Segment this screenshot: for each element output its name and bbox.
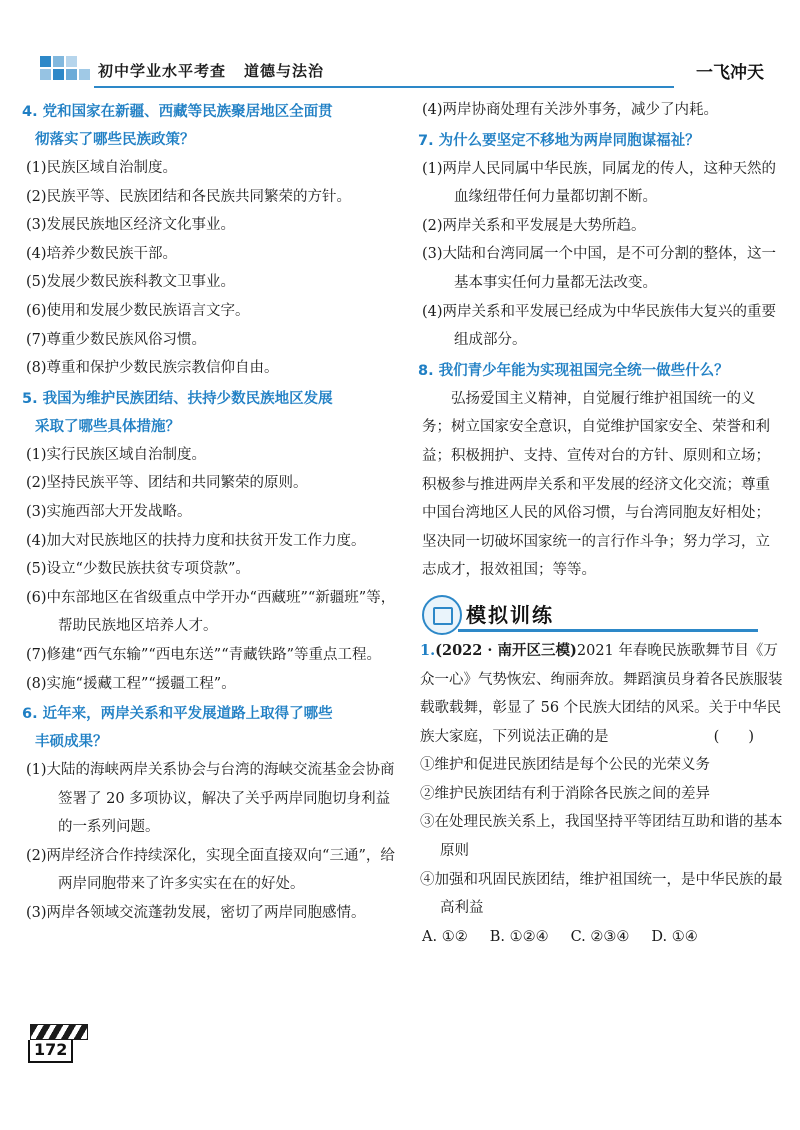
- question-title: 8. 我们青少年能为实现祖国完全统一做些什么？: [418, 362, 729, 379]
- answer-item-continued: (4)两岸协商处理有关涉外事务，减少了内耗。: [422, 102, 719, 118]
- answer-item: (1)两岸人民同属中华民族，同属龙的传人，这种天然的血缘纽带任何力量都切割不断。: [422, 160, 777, 206]
- question-text: 2021 年春晚民族歌舞节目《万众一心》气势恢宏、绚丽奔放。舞蹈演员身着各民族服装载歌载舞，彰显了 56 个民族大团结的风采。关于中华民族大家庭，下列说法正确的是: [420, 642, 783, 745]
- answer-item: (6)使用和发展少数民族语言文字。: [26, 302, 250, 319]
- answer-item: (3)发展民族地区经济文化事业。: [26, 217, 236, 234]
- section-rule: [458, 629, 758, 632]
- answer-item: (8)尊重和保护少数民族宗教信仰自由。: [26, 360, 279, 377]
- page-number: 172: [28, 1040, 73, 1063]
- answer-item: (4)加大对民族地区的扶持力度和扶贫开发工作力度。: [26, 532, 366, 549]
- statement-option: ①维护和促进民族团结是每个公民的光荣义务: [420, 757, 710, 774]
- answer-item: (5)设立“少数民族扶贫专项贷款”。: [26, 561, 250, 578]
- answer-item: (5)发展少数民族科教文卫事业。: [26, 274, 236, 291]
- right-column: [418, 96, 784, 951]
- answer-item: (4)培养少数民族干部。: [26, 245, 178, 262]
- section-heading: [418, 593, 784, 637]
- question-8: [418, 357, 784, 585]
- left-column: [22, 96, 398, 928]
- answer-item: (1)实行民族区域自治制度。: [26, 446, 207, 463]
- answer-item: (1)大陆的海峡两岸关系协会与台湾的海峡交流基金会协商签署了 20 多项协议，解决了关乎两岸同胞切身利益的一系列问题。: [26, 762, 395, 836]
- answer-item: (8)实施“援藏工程”“援疆工程”。: [26, 675, 236, 692]
- multiple-choice-question: [418, 637, 784, 952]
- choice-b: B. ①②④: [489, 928, 549, 945]
- question-4: [22, 98, 398, 383]
- answer-item: (2)坚持民族平等、团结和共同繁荣的原则。: [26, 475, 308, 492]
- header-title: 初中学业水平考查 道德与法治: [98, 62, 325, 80]
- question-5: [22, 385, 398, 698]
- question-title: 7. 为什么要坚定不移地为两岸同胞谋福祉？: [418, 132, 700, 149]
- answer-item: (3)实施西部大开发战略。: [26, 503, 192, 520]
- answer-item: (6)中东部地区在省级重点中学开办“西藏班”“新疆班”等，帮助民族地区培养人才。: [26, 589, 396, 635]
- header-subject: 道德与法治: [244, 62, 325, 80]
- answer-choices: [418, 923, 784, 952]
- section-title: 模拟训练: [466, 602, 554, 627]
- practice-section-icon: [422, 595, 462, 635]
- question-number: 1.: [420, 641, 436, 659]
- answer-item: (2)两岸经济合作持续深化，实现全面直接双向“三通”，给两岸同胞带来了许多实实在在的好处。: [26, 847, 395, 893]
- answer-item: (3)大陆和台湾同属一个中国，是不可分割的整体，这一基本事实任何力量都无法改变。: [422, 246, 777, 291]
- header-rule: [94, 86, 674, 88]
- answer-item: (2)民族平等、民族团结和各民族共同繁荣的方针。: [26, 188, 352, 205]
- choice-a: A. ①②: [422, 928, 468, 945]
- clapper-stripes-icon: [30, 1024, 88, 1040]
- answer-paragraph: 弘扬爱国主义精神，自觉履行维护祖国统一的义务；树立国家安全意识，自觉维护国家安全、荣誉和利益；积极拥护、支持、宣传对台的方针、原则和立场；积极参与推进两岸关系和平发展的经济文化交流；尊重中国台湾地区人民的风俗习惯，与台湾同胞友好相处；坚决同一切破坏国家统一的言行作斗争；努力学习，立志成才，报效祖国；等等。: [422, 390, 770, 579]
- answer-item: (4)两岸关系和平发展已经成为中华民族伟大复兴的重要组成部分。: [422, 303, 777, 349]
- answer-item: (2)两岸关系和平发展是大势所趋。: [422, 217, 646, 234]
- page-header: [40, 50, 770, 92]
- answer-item: (7)修建“西气东输”“西电东送”“青藏铁路”等重点工程。: [26, 646, 382, 663]
- statement-option: ③在处理民族关系上，我国坚持平等团结互助和谐的基本原则: [420, 814, 783, 860]
- statement-option: ④加强和巩固民族团结，维护祖国统一，是中华民族的最高利益: [420, 871, 783, 917]
- question-title: 5. 我国为维护民族团结、扶持少数民族地区发展 采取了哪些具体措施？: [22, 390, 333, 435]
- header-squares-decoration: [40, 56, 92, 88]
- question-title: 6. 近年来，两岸关系和平发展道路上取得了哪些 丰硕成果？: [22, 706, 333, 751]
- question-6: [22, 700, 398, 928]
- statement-option: ②维护民族团结有利于消除各民族之间的差异: [420, 785, 710, 802]
- answer-item: (1)民族区域自治制度。: [26, 160, 178, 176]
- answer-item: (7)尊重少数民族风俗习惯。: [26, 331, 207, 348]
- choice-c: C. ②③④: [570, 928, 630, 945]
- page-footer: [24, 1024, 94, 1076]
- question-7: [418, 127, 784, 355]
- choice-d: D. ①④: [651, 928, 698, 945]
- answer-blank: ( ): [713, 728, 754, 745]
- question-stem: [418, 637, 784, 751]
- header-brand-logo: 一飞冲天: [696, 63, 764, 83]
- question-source: (2022 · 南开区三模): [435, 641, 577, 659]
- answer-item: (3)两岸各领域交流蓬勃发展，密切了两岸同胞感情。: [26, 905, 366, 922]
- question-title: 4. 党和国家在新疆、西藏等民族聚居地区全面贯 彻落实了哪些民族政策？: [22, 104, 333, 148]
